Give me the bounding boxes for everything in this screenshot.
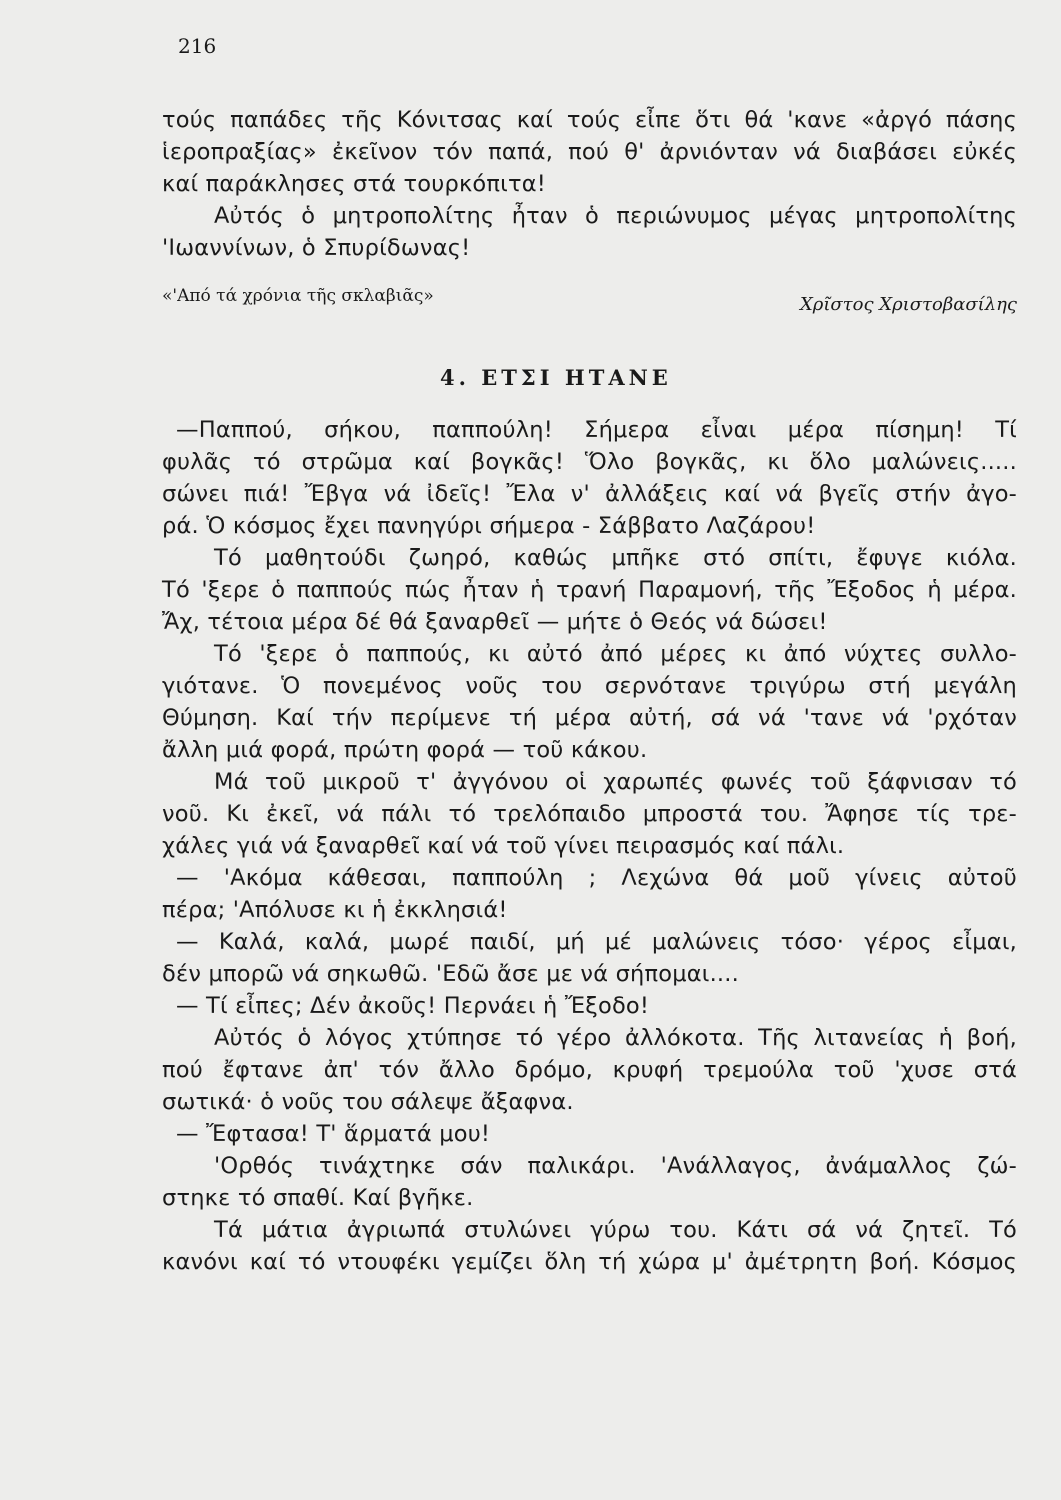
text-line: σώνει πιά! Ἔβγα νά ἰδεῖς! Ἔλα ν' ἀλλάξεις καί νά βγεῖς στήν ἀγο- (162, 481, 1017, 507)
source-author: Χρῖστος Χριστοβασίλης (799, 294, 1017, 315)
body-passage (162, 414, 1017, 1278)
text-line: δέν μπορῶ νά σηκωθῶ. 'Εδῶ ἄσε με νά σήπομαι.... (162, 961, 739, 987)
text-line: — Καλά, καλά, μωρέ παιδί, μή μέ μαλώνεις τόσο· γέρος εἶμαι, (176, 929, 1017, 955)
text-line: καί παράκλησες στά τουρκόπιτα! (162, 171, 546, 197)
text-line: πέρα; 'Απόλυσε κι ἡ ἐκκλησιά! (162, 897, 508, 923)
text-line: χάλες γιά νά ξαναρθεῖ καί νά τοῦ γίνει πειρασμός καί πάλι. (162, 833, 845, 859)
text-line: ἱεροπραξίας» ἐκεῖνον τόν παπά, πού θ' ἀρνιόνταν νά διαβάσει εὐκές (162, 139, 1017, 165)
text-line: κανόνι καί τό ντουφέκι γεμίζει ὅλη τή χώρα μ' ἀμέτρητη βοή. Κόσμος (162, 1249, 1017, 1275)
page-number: 216 (178, 34, 217, 58)
text-line: — 'Ακόμα κάθεσαι, παππούλη ; Λεχώνα θά μοῦ γίνεις αὐτοῦ (176, 865, 1017, 891)
text-line: 'Ορθός τινάχτηκε σάν παλικάρι. 'Ανάλλαγος, ἀνάμαλλος ζώ- (214, 1153, 1017, 1179)
section-title: 4. ΕΤΣΙ ΗΤΑΝΕ (440, 365, 672, 390)
text-line: Τά μάτια ἀγριωπά στυλώνει γύρω του. Κάτι σά νά ζητεῖ. Τό (214, 1217, 1017, 1243)
source-book: «'Από τά χρόνια τῆς σκλαβιᾶς» (162, 286, 434, 306)
text-line: πού ἔφτανε ἀπ' τόν ἄλλο δρόμο, κρυφή τρεμούλα τοῦ 'χυσε στά (162, 1057, 1017, 1083)
text-line: Τό μαθητούδι ζωηρό, καθώς μπῆκε στό σπίτι, ἔφυγε κιόλα. (214, 545, 1017, 571)
text-line: —Παππού, σήκου, παππούλη! Σήμερα εἶναι μέρα πίσημη! Τί (176, 417, 1017, 443)
text-line: Τό 'ξερε ὁ παππούς, κι αὐτό ἀπό μέρες κι ἀπό νύχτες συλλο- (214, 641, 1017, 667)
text-line: τούς παπάδες τῆς Κόνιτσας καί τούς εἶπε ὅτι θά 'κανε «ἀργό πάσης (162, 107, 1017, 133)
text-line: ρά. Ὁ κόσμος ἔχει πανηγύρι σήμερα - Σάββατο Λαζάρου! (162, 513, 816, 539)
text-line: Τό 'ξερε ὁ παππούς πώς ἦταν ἡ τρανή Παραμονή, τῆς Ἔξοδος ἡ μέρα. (162, 577, 1017, 603)
text-line: Μά τοῦ μικροῦ τ' ἀγγόνου οἱ χαρωπές φωνές τοῦ ξάφνισαν τό (214, 769, 1017, 795)
text-line: νοῦ. Κι ἐκεῖ, νά πάλι τό τρελόπαιδο μπροστά του. Ἄφησε τίς τρε- (162, 801, 1017, 827)
text-line: 'Ιωαννίνων, ὁ Σπυρίδωνας! (162, 235, 471, 261)
top-passage (162, 104, 1017, 264)
text-line: γιότανε. Ὁ πονεμένος νοῦς του σερνότανε τριγύρω στή μεγάλη (162, 673, 1017, 699)
text-line: — Ἔφτασα! Τ' ἅρματά μου! (176, 1121, 491, 1147)
text-line: φυλᾶς τό στρῶμα καί βογκᾶς! Ὅλο βογκᾶς, κι ὅλο μαλώνεις..... (162, 449, 1017, 475)
text-line: σωτικά· ὁ νοῦς του σάλεψε ἄξαφνα. (162, 1089, 574, 1115)
text-line: Αὐτός ὁ λόγος χτύπησε τό γέρο ἀλλόκοτα. Τῆς λιτανείας ἡ βοή, (214, 1025, 1017, 1051)
text-line: Αὐτός ὁ μητροπολίτης ἦταν ὁ περιώνυμος μέγας μητροπολίτης (214, 203, 1017, 229)
text-line: — Τί εἶπες; Δέν ἀκοῦς! Περνάει ἡ Ἔξοδο! (176, 993, 650, 1019)
text-line: Ἄχ, τέτοια μέρα δέ θά ξαναρθεῖ — μήτε ὁ Θεός νά δώσει! (162, 609, 828, 635)
text-line: ἄλλη μιά φορά, πρώτη φορά — τοῦ κάκου. (162, 737, 648, 763)
text-line: στηκε τό σπαθί. Καί βγῆκε. (162, 1185, 474, 1211)
text-line: Θύμηση. Καί τήν περίμενε τή μέρα αὐτή, σά νά 'τανε νά 'ρχόταν (162, 705, 1017, 731)
source-citation (162, 286, 1017, 320)
